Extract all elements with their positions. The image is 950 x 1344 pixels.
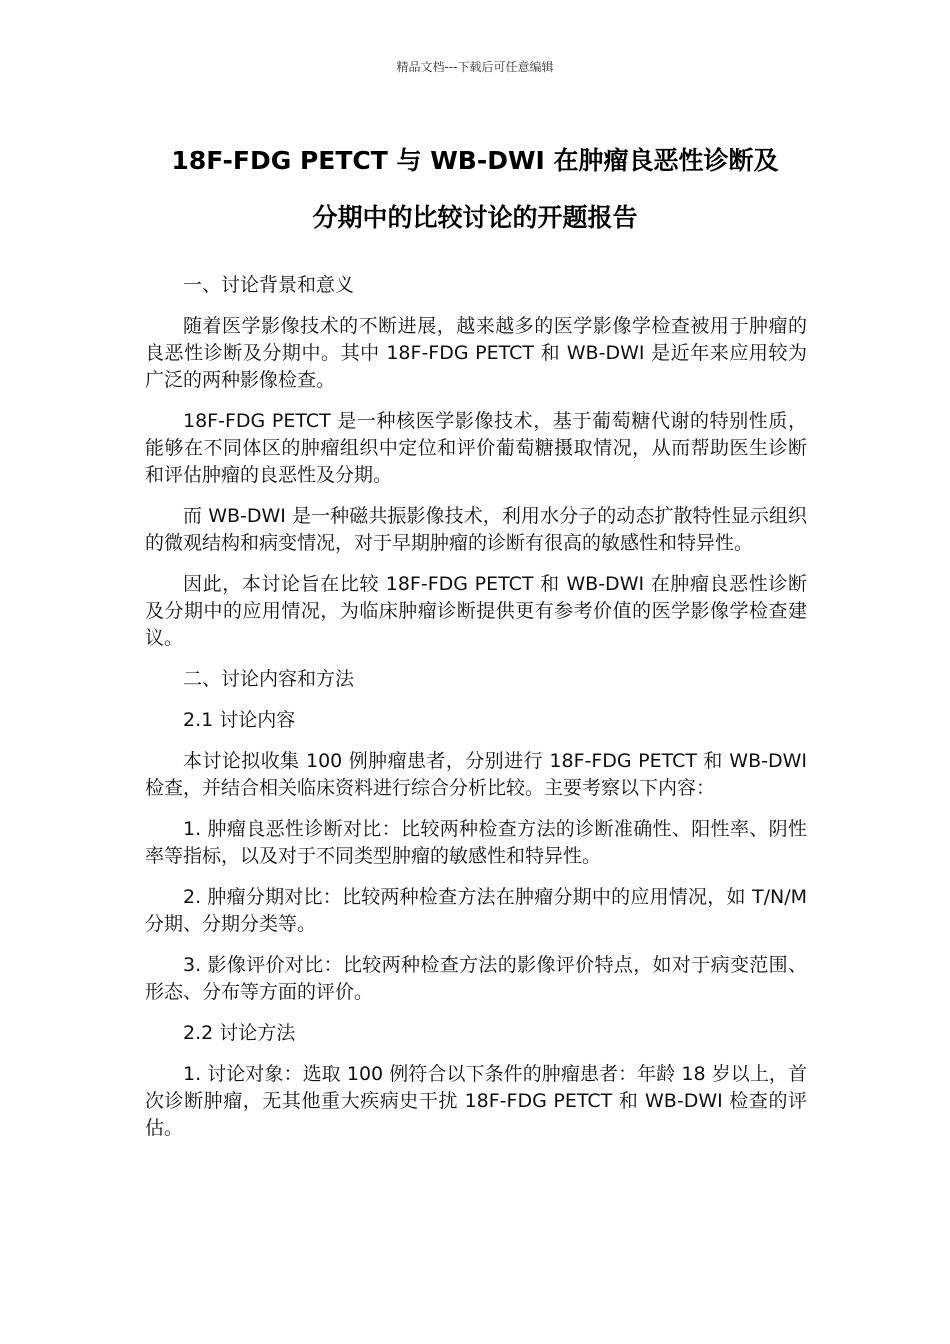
document-title-line-2: 分期中的比较讨论的开题报告 [312, 203, 638, 232]
paragraph-purpose: 因此，本讨论旨在比较 18F-FDG PETCT 和 WB-DWI 在肿瘤良恶性诊断及分期中的应用情况，为临床肿瘤诊断提供更有参考价值的医学影像学检查建议。 [145, 573, 807, 649]
paragraph-intro: 随着医学影像技术的不断进展，越来越多的医学影像学检查被用于肿瘤的良恶性诊断及分期中。其中 18F-FDG PETCT 和 WB-DWI 是近年来应用较为广泛的两种影像检查。 [145, 315, 807, 391]
list-item-imaging: 3. 影像评价对比：比较两种检查方法的影像评价特点，如对于病变范围、形态、分布等方面的评价。 [145, 954, 807, 1003]
paragraph-petct: 18F-FDG PETCT 是一种核医学影像技术，基于葡萄糖代谢的特别性质，能够在不同体区的肿瘤组织中定位和评价葡萄糖摄取情况，从而帮助医生诊断和评估肿瘤的良恶性及分期。 [145, 410, 807, 486]
paragraph-content-overview: 本讨论拟收集 100 例肿瘤患者，分别进行 18F-FDG PETCT 和 WB-DWI 检查，并结合相关临床资料进行综合分析比较。主要考察以下内容： [145, 750, 807, 799]
document-title-line-1: 18F-FDG PETCT 与 WB-DWI 在肿瘤良恶性诊断及 [171, 146, 779, 175]
document-body [145, 272, 807, 1156]
section-heading-content-methods: 二、讨论内容和方法 [183, 668, 355, 690]
subsection-heading-content: 2.1 讨论内容 [183, 709, 296, 731]
paragraph-wbdwi: 而 WB-DWI 是一种磁共振影像技术，利用水分子的动态扩散特性显示组织的微观结构和病变情况，对于早期肿瘤的诊断有很高的敏感性和特异性。 [145, 505, 807, 554]
header-note: 精品文档---下载后可任意编辑 [396, 60, 554, 74]
subsection-heading-methods: 2.2 讨论方法 [183, 1022, 296, 1044]
section-heading-background: 一、讨论背景和意义 [183, 274, 355, 296]
list-item-staging: 2. 肿瘤分期对比：比较两种检查方法在肿瘤分期中的应用情况，如 T/N/M 分期、分期分类等。 [145, 886, 807, 935]
list-item-subjects: 1. 讨论对象：选取 100 例符合以下条件的肿瘤患者：年龄 18 岁以上，首次诊断肿瘤，无其他重大疾病史干扰 18F-FDG PETCT 和 WB-DWI 检查的评估。 [145, 1063, 807, 1139]
list-item-diagnosis: 1. 肿瘤良恶性诊断对比：比较两种检查方法的诊断准确性、阳性率、阴性率等指标，以及对于不同类型肿瘤的敏感性和特异性。 [145, 818, 807, 867]
